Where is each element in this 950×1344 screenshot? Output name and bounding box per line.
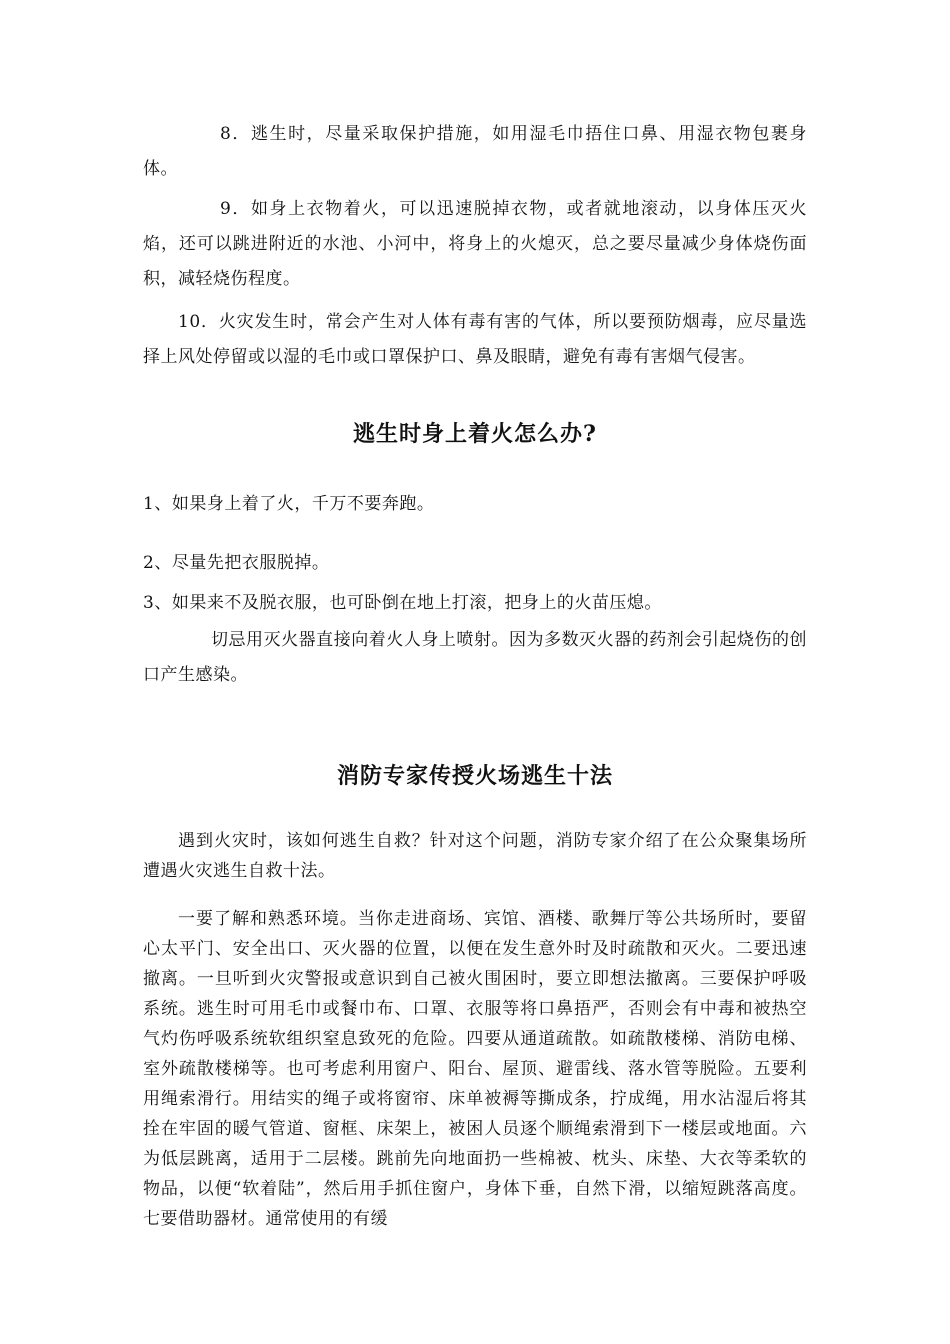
section-title-clothes-on-fire: 逃生时身上着火怎么办?: [353, 421, 597, 447]
paragraph-item-8: 8．逃生时，尽量采取保护措施，如用湿毛巾捂住口鼻、用湿衣物包裹身体。: [143, 124, 807, 179]
list-item-2: 2、尽量先把衣服脱掉。: [143, 553, 330, 573]
extinguisher-warning: 切忌用灭火器直接向着火人身上喷射。因为多数灭火器的药剂会引起烧伤的创口产生感染。: [143, 630, 807, 685]
paragraph-item-9: 9．如身上衣物着火，可以迅速脱掉衣物，或者就地滚动，以身体压灭火焰，还可以跳进附近的水池、小河中，将身上的火熄灭，总之要尽量减少身体烧伤面积，减轻烧伤程度。: [143, 199, 807, 289]
section-title-ten-escape-methods: 消防专家传授火场逃生十法: [336, 763, 613, 789]
list-item-1: 1、如果身上着了火，千万不要奔跑。: [143, 494, 435, 514]
paragraph-item-10: 10．火灾发生时，常会产生对人体有毒有害的气体，所以要预防烟毒，应尽量选择上风处停留或以湿的毛巾或口罩保护口、鼻及眼睛，避免有毒有害烟气侵害。: [143, 312, 807, 367]
list-item-3: 3、如果来不及脱衣服，也可卧倒在地上打滚，把身上的火苗压熄。: [143, 593, 662, 613]
escape-methods-body: 一要了解和熟悉环境。当你走进商场、宾馆、酒楼、歌舞厅等公共场所时，要留心太平门、安全出口、灭火器的位置，以便在发生意外时及时疏散和灭火。二要迅速撤离。一旦听到火灾警报或意识到自己被火围困时，要立即想法撤离。三要保护呼吸系统。逃生时可用毛巾或餐巾布、口罩、衣服等将口鼻捂严，否则会有中毒和被热空气灼伤呼吸系统软组织窒息致死的危险。四要从通道疏散。如疏散楼梯、消防电梯、室外疏散楼梯等。也可考虑利用窗户、阳台、屋顶、避雷线、落水管等脱险。五要利用绳索滑行。用结实的绳子或将窗帘、床单被褥等撕成条，拧成绳，用水沾湿后将其拴在牢固的暖气管道、窗框、床架上，被困人员逐个顺绳索滑到下一楼层或地面。六为低层跳离，适用于二层楼。跳前先向地面扔一些棉被、枕头、床垫、大衣等柔软的物品，以便“软着陆”，然后用手抓住窗户，身体下垂，自然下滑，以缩短跳落高度。七要借助器材。通常使用的有缓: [143, 909, 807, 1229]
intro-paragraph: 遇到火灾时，该如何逃生自救？针对这个问题，消防专家介绍了在公众聚集场所遭遇火灾逃生自救十法。: [143, 831, 807, 881]
